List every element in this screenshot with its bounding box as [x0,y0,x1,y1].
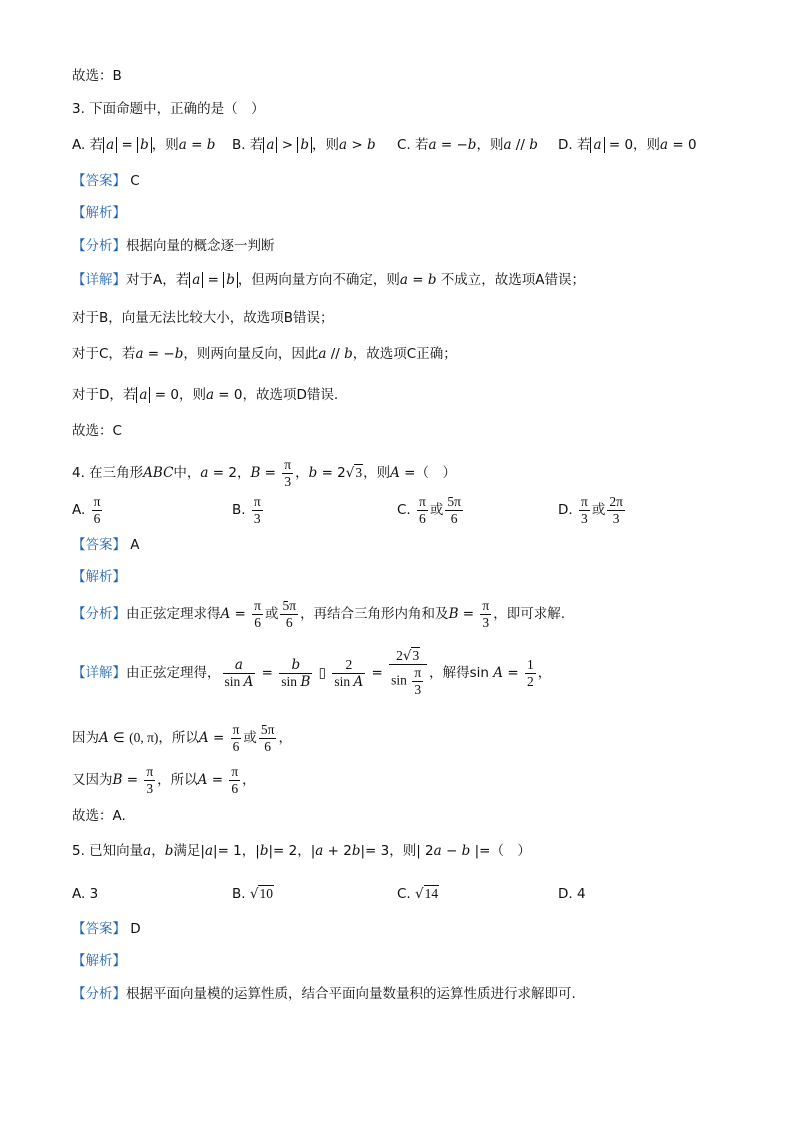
q4-xiangjie-2: 因为A ∈ (0, π)，所以A = $\frac{\pi}{6}$ 或 $\frac{5\pi}{6}$ ， [72,721,292,754]
q3-xiangjie-1: 【详解】对于A，若 a = b ，但两向量方向不确定，则a = b 不成立，故选项A错误； [72,272,586,288]
q5-option-c: C. √14 [397,886,439,902]
q4-stem: 4. 在三角形ABC中，a = 2，B = $\frac{\pi}{3}$ ，b = 2√3，则A =（ ） [72,456,456,489]
q3-option-a: A. 若 a = b ，则a = b [72,137,216,153]
q3-stem: 3. 下面命题中，正确的是（ ） [72,101,265,117]
q3-answer: 【答案】 C [72,173,140,189]
q3-option-b: B. 若 a > b ，则a > b [232,137,376,153]
prev-answer-select: 故选：B [72,68,122,84]
q4-option-d: D. $\frac{\pi}{3}$ 或 $\frac{2\pi}{3}$ [558,493,623,526]
q5-option-a: A. 3 [72,886,99,902]
q4-option-b: B. $\frac{\pi}{3}$ [232,493,261,526]
q3-xiangjie-4: 对于D，若 a = 0，则a = 0，故选项D错误. [72,387,339,403]
q4-select: 故选：A. [72,808,126,824]
q3-xiangjie-3: 对于C，若a = −b，则两向量反向，因此a // b，故选项C正确； [72,346,457,362]
q5-answer: 【答案】 D [72,921,141,937]
q5-fenxi: 【分析】根据平面向量模的运算性质，结合平面向量数量积的运算性质进行求解即可. [72,986,576,1002]
q4-option-a: A. $\frac{\pi}{6}$ [72,493,101,526]
q3-option-c: C. 若a = −b，则a // b [397,137,538,153]
q4-answer: 【答案】 A [72,537,140,553]
q4-option-c: C. $\frac{\pi}{6}$ 或 $\frac{5\pi}{6}$ [397,493,461,526]
q5-stem: 5. 已知向量a，b满足|a|= 1，|b|= 2，|a + 2b|= 3，则| 2a − b |=（ ） [72,843,531,859]
q5-jiexi: 【解析】 [72,953,126,969]
q4-xiangjie-3: 又因为B = $\frac{\pi}{3}$ ，所以A = $\frac{\pi}{6}$ ， [72,763,256,796]
q4-jiexi: 【解析】 [72,569,126,585]
q3-option-d: D. 若 a = 0，则a = 0 [558,137,697,153]
q3-select: 故选：C [72,423,122,439]
q4-fenxi: 【分析】由正弦定理求得A = $\frac{\pi}{6}$ 或 $\frac{5\pi}{6}$ ，再结合三角形内角和及B = $\frac{\pi}{3}$ ，即可求解. [72,597,566,630]
q4-xiangjie-1: 【详解】由正弦定理得， $\frac{a}{\text{sin A}}$ = $\frac{b}{\text{sin B}}$ ▯ $\frac{2}{\text{sin A}}$ = 2√3 sin $\frac{\pi}{3}$ ，解得sin A = $\frac{1}{2}$ ， [72,648,552,697]
q3-jiexi: 【解析】 [72,205,126,221]
q3-fenxi: 【分析】根据向量的概念逐一判断 [72,238,275,254]
q5-option-b: B. √10 [232,886,273,902]
q3-xiangjie-2: 对于B，向量无法比较大小，故选项B错误； [72,310,334,326]
q5-option-d: D. 4 [558,886,586,902]
